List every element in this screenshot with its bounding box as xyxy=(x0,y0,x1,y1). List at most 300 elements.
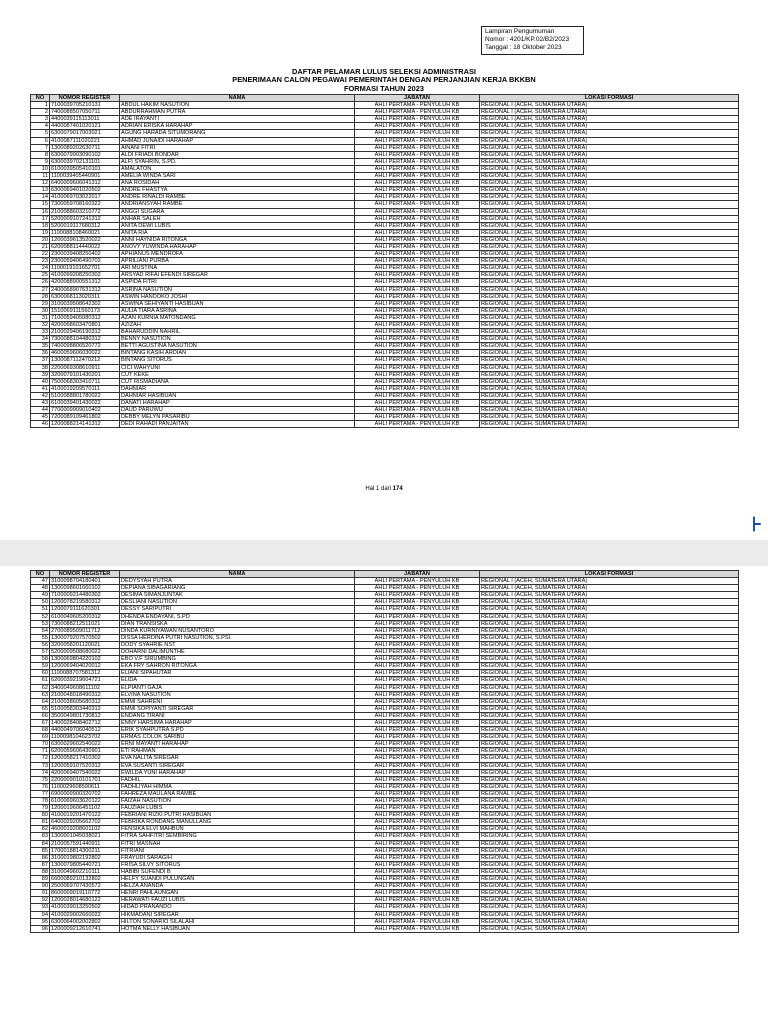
col-header-lokasi: LOKASI FORMASI xyxy=(480,95,739,102)
lokasi-cell: REGIONAL I (ACEH, SUMATERA UTARA) xyxy=(480,314,739,321)
jabatan-cell: AHLI PERTAMA - PENYULUH KB xyxy=(355,258,480,265)
applicant-name: CICI WAHYUNI xyxy=(120,364,355,371)
jabatan-cell: AHLI PERTAMA - PENYULUH KB xyxy=(355,712,480,719)
table-row xyxy=(31,677,739,684)
row-number: 87 xyxy=(31,861,50,868)
lokasi-cell: REGIONAL I (ACEH, SUMATERA UTARA) xyxy=(480,833,739,840)
register-number: 6400029205662702 xyxy=(50,819,120,826)
register-number: 1200039613520022 xyxy=(50,236,120,243)
lokasi-cell: REGIONAL I (ACEH, SUMATERA UTARA) xyxy=(480,620,739,627)
register-number: 4200088900551312 xyxy=(50,279,120,286)
jabatan-cell: AHLI PERTAMA - PENYULUH KB xyxy=(355,861,480,868)
row-number: 9 xyxy=(31,158,50,165)
lokasi-cell: REGIONAL I (ACEH, SUMATERA UTARA) xyxy=(480,272,739,279)
applicant-name: FEBRIANI RIZKI PUTRI HASIBUAN xyxy=(120,812,355,819)
table-row xyxy=(31,762,739,769)
row-number: 13 xyxy=(31,187,50,194)
applicant-name: BAHARUDDIN NAHRIL xyxy=(120,329,355,336)
register-number: 2200009010101701 xyxy=(50,776,120,783)
jabatan-cell: AHLI PERTAMA - PENYULUH KB xyxy=(355,606,480,613)
jabatan-cell: AHLI PERTAMA - PENYULUH KB xyxy=(355,102,480,109)
announcement-reference-box xyxy=(481,26,584,55)
register-number: 2300059406490702 xyxy=(50,258,120,265)
tanggal-line: Tanggal : 18 Oktober 2023 xyxy=(485,44,562,52)
row-number: 78 xyxy=(31,798,50,805)
register-number: 2400068907631312 xyxy=(50,286,120,293)
applicant-name: CUT KEKE xyxy=(120,371,355,378)
register-number: 5200009107241312 xyxy=(50,215,120,222)
table-body-page-2 xyxy=(31,578,739,933)
register-number: 5200009508680022 xyxy=(50,649,120,656)
row-number: 4 xyxy=(31,123,50,130)
applicant-name: ANGGI SUGARA xyxy=(120,208,355,215)
table-row xyxy=(31,378,739,385)
jabatan-cell: AHLI PERTAMA - PENYULUH KB xyxy=(355,663,480,670)
row-number: 84 xyxy=(31,840,50,847)
jabatan-cell: AHLI PERTAMA - PENYULUH KB xyxy=(355,187,480,194)
register-number: 7200089109461802 xyxy=(50,414,120,421)
applicant-name: FENSIKA ELVI MAHBUN xyxy=(120,826,355,833)
register-number: 6100039401430022 xyxy=(50,400,120,407)
row-number: 65 xyxy=(31,705,50,712)
lokasi-cell: REGIONAL I (ACEH, SUMATERA UTARA) xyxy=(480,868,739,875)
jabatan-cell: AHLI PERTAMA - PENYULUH KB xyxy=(355,279,480,286)
page-indicator-text: Hal 1 dari xyxy=(365,486,393,492)
table-row xyxy=(31,265,739,272)
register-number: 1100088707581312 xyxy=(50,670,120,677)
table-row xyxy=(31,329,739,336)
applicant-name: BINTANG SITORUS xyxy=(120,357,355,364)
table-row xyxy=(31,649,739,656)
row-number: 10 xyxy=(31,165,50,172)
jabatan-cell: AHLI PERTAMA - PENYULUH KB xyxy=(355,627,480,634)
jabatan-cell: AHLI PERTAMA - PENYULUH KB xyxy=(355,130,480,137)
jabatan-cell: AHLI PERTAMA - PENYULUH KB xyxy=(355,620,480,627)
register-number: 1200028014680122 xyxy=(50,897,120,904)
register-number: 4100039013250502 xyxy=(50,904,120,911)
document-title xyxy=(0,68,768,93)
applicant-name: ASRINA NASUTION xyxy=(120,286,355,293)
lokasi-cell: REGIONAL I (ACEH, SUMATERA UTARA) xyxy=(480,918,739,925)
table-row xyxy=(31,599,739,606)
table-row xyxy=(31,173,739,180)
row-number: 81 xyxy=(31,819,50,826)
applicant-name: FAUZIAH LUBIS xyxy=(120,805,355,812)
row-number: 32 xyxy=(31,322,50,329)
table-row xyxy=(31,847,739,854)
row-number: 16 xyxy=(31,208,50,215)
jabatan-cell: AHLI PERTAMA - PENYULUH KB xyxy=(355,805,480,812)
lokasi-cell: REGIONAL I (ACEH, SUMATERA UTARA) xyxy=(480,890,739,897)
jabatan-cell: AHLI PERTAMA - PENYULUH KB xyxy=(355,854,480,861)
row-number: 22 xyxy=(31,251,50,258)
register-number: 1200009212610741 xyxy=(50,925,120,932)
row-number: 20 xyxy=(31,236,50,243)
applicant-name: DAUD PARUWU xyxy=(120,407,355,414)
jabatan-cell: AHLI PERTAMA - PENYULUH KB xyxy=(355,578,480,585)
table-row xyxy=(31,236,739,243)
register-number: 6200059606430901 xyxy=(50,748,120,755)
applicant-name: ANHAR SALEH xyxy=(120,215,355,222)
applicant-name: FITRIANI xyxy=(120,847,355,854)
lokasi-cell: REGIONAL I (ACEH, SUMATERA UTARA) xyxy=(480,130,739,137)
lokasi-cell: REGIONAL I (ACEH, SUMATERA UTARA) xyxy=(480,180,739,187)
applicant-name: ERNI MAYANTI HARAHAP xyxy=(120,741,355,748)
applicant-name: DESIMA SIMANJUNTAK xyxy=(120,592,355,599)
row-number: 23 xyxy=(31,258,50,265)
row-number: 34 xyxy=(31,336,50,343)
table-row xyxy=(31,911,739,918)
table-row xyxy=(31,123,739,130)
table-row xyxy=(31,748,739,755)
jabatan-cell: AHLI PERTAMA - PENYULUH KB xyxy=(355,109,480,116)
jabatan-cell: AHLI PERTAMA - PENYULUH KB xyxy=(355,705,480,712)
table-row xyxy=(31,307,739,314)
register-number: 2100038605680312 xyxy=(50,698,120,705)
register-number: 6600089210132802 xyxy=(50,876,120,883)
applicant-name: BETTI AGUSTINA NASUTION xyxy=(120,343,355,350)
table-body-page-1 xyxy=(31,102,739,428)
lokasi-cell: REGIONAL I (ACEH, SUMATERA UTARA) xyxy=(480,663,739,670)
register-number: 7100009214480302 xyxy=(50,592,120,599)
row-number: 46 xyxy=(31,421,50,428)
jabatan-cell: AHLI PERTAMA - PENYULUH KB xyxy=(355,265,480,272)
lokasi-cell: REGIONAL I (ACEH, SUMATERA UTARA) xyxy=(480,286,739,293)
table-header-row xyxy=(31,95,739,102)
table-row xyxy=(31,194,739,201)
row-number: 35 xyxy=(31,343,50,350)
lokasi-cell: REGIONAL I (ACEH, SUMATERA UTARA) xyxy=(480,343,739,350)
lokasi-cell: REGIONAL I (ACEH, SUMATERA UTARA) xyxy=(480,798,739,805)
jabatan-cell: AHLI PERTAMA - PENYULUH KB xyxy=(355,350,480,357)
register-number: 6100069603620122 xyxy=(50,798,120,805)
lokasi-cell: REGIONAL I (ACEH, SUMATERA UTARA) xyxy=(480,677,739,684)
register-number: 3100049602210111 xyxy=(50,868,120,875)
lokasi-cell: REGIONAL I (ACEH, SUMATERA UTARA) xyxy=(480,783,739,790)
row-number: 58 xyxy=(31,656,50,663)
table-row xyxy=(31,350,739,357)
jabatan-cell: AHLI PERTAMA - PENYULUH KB xyxy=(355,840,480,847)
applicant-name: FRISA SILVY SITORUS xyxy=(120,861,355,868)
applicant-name: HOTMA NELLY HASIBUAN xyxy=(120,925,355,932)
applicant-name: EMMI SAHRENI xyxy=(120,698,355,705)
lokasi-cell: REGIONAL I (ACEH, SUMATERA UTARA) xyxy=(480,307,739,314)
row-number: 52 xyxy=(31,613,50,620)
lokasi-cell: REGIONAL I (ACEH, SUMATERA UTARA) xyxy=(480,109,739,116)
table-row xyxy=(31,336,739,343)
register-number: 1100088108460021 xyxy=(50,229,120,236)
viewer-edge-icon: ⊦ xyxy=(751,514,762,536)
lokasi-cell: REGIONAL I (ACEH, SUMATERA UTARA) xyxy=(480,123,739,130)
jabatan-cell: AHLI PERTAMA - PENYULUH KB xyxy=(355,322,480,329)
jabatan-cell: AHLI PERTAMA - PENYULUH KB xyxy=(355,599,480,606)
applicant-name: ARI MUSTINA xyxy=(120,265,355,272)
register-number: 2100088603210772 xyxy=(50,208,120,215)
row-number: 51 xyxy=(31,606,50,613)
jabatan-cell: AHLI PERTAMA - PENYULUH KB xyxy=(355,378,480,385)
jabatan-cell: AHLI PERTAMA - PENYULUH KB xyxy=(355,883,480,890)
page-separator xyxy=(0,540,768,566)
register-number: 3200058201120021 xyxy=(50,641,120,648)
nomor-line: Nomor : 4201/KP.02/B2/2023 xyxy=(485,36,570,44)
jabatan-cell: AHLI PERTAMA - PENYULUH KB xyxy=(355,592,480,599)
applicant-table-page-2 xyxy=(30,570,739,933)
lokasi-cell: REGIONAL I (ACEH, SUMATERA UTARA) xyxy=(480,776,739,783)
lokasi-cell: REGIONAL I (ACEH, SUMATERA UTARA) xyxy=(480,805,739,812)
jabatan-cell: AHLI PERTAMA - PENYULUH KB xyxy=(355,748,480,755)
register-number: 1300069804220102 xyxy=(50,656,120,663)
applicant-name: HIDAD PRANANDO xyxy=(120,904,355,911)
lokasi-cell: REGIONAL I (ACEH, SUMATERA UTARA) xyxy=(480,293,739,300)
lokasi-cell: REGIONAL I (ACEH, SUMATERA UTARA) xyxy=(480,748,739,755)
table-row xyxy=(31,641,739,648)
table-row xyxy=(31,293,739,300)
row-number: 11 xyxy=(31,173,50,180)
register-number: 5200019117680312 xyxy=(50,222,120,229)
applicant-name: ABDURRAHMAN PUTRA xyxy=(120,109,355,116)
row-number: 43 xyxy=(31,400,50,407)
table-row xyxy=(31,918,739,925)
register-number: 7300088212511021 xyxy=(50,620,120,627)
title-line-3: FORMASI TAHUN 2023 xyxy=(344,83,424,93)
row-number: 57 xyxy=(31,649,50,656)
applicant-name: FITRI MASNAH xyxy=(120,840,355,847)
lokasi-cell: REGIONAL I (ACEH, SUMATERA UTARA) xyxy=(480,400,739,407)
lokasi-cell: REGIONAL I (ACEH, SUMATERA UTARA) xyxy=(480,904,739,911)
register-number: 5100088801780022 xyxy=(50,392,120,399)
table-row xyxy=(31,812,739,819)
row-number: 48 xyxy=(31,585,50,592)
jabatan-cell: AHLI PERTAMA - PENYULUH KB xyxy=(355,158,480,165)
jabatan-cell: AHLI PERTAMA - PENYULUH KB xyxy=(355,890,480,897)
lokasi-cell: REGIONAL I (ACEH, SUMATERA UTARA) xyxy=(480,585,739,592)
table-row xyxy=(31,272,739,279)
applicant-name: ASWINA SEHIYANTI HASIBUAN xyxy=(120,300,355,307)
applicant-name: BINTANG KASIH ARDIAN xyxy=(120,350,355,357)
register-number: 1200079111620301 xyxy=(50,606,120,613)
table-row xyxy=(31,392,739,399)
register-number: 4600059606030022 xyxy=(50,350,120,357)
register-number: 1200059107520312 xyxy=(50,762,120,769)
applicant-name: EVA NALITA SIREGAR xyxy=(120,755,355,762)
lokasi-cell: REGIONAL I (ACEH, SUMATERA UTARA) xyxy=(480,407,739,414)
table-row xyxy=(31,229,739,236)
lokasi-cell: REGIONAL I (ACEH, SUMATERA UTARA) xyxy=(480,265,739,272)
lokasi-cell: REGIONAL I (ACEH, SUMATERA UTARA) xyxy=(480,102,739,109)
row-number: 54 xyxy=(31,627,50,634)
row-number: 96 xyxy=(31,925,50,932)
jabatan-cell: AHLI PERTAMA - PENYULUH KB xyxy=(355,343,480,350)
lokasi-cell: REGIONAL I (ACEH, SUMATERA UTARA) xyxy=(480,755,739,762)
jabatan-cell: AHLI PERTAMA - PENYULUH KB xyxy=(355,670,480,677)
applicant-name: DEDI RAHADI PANJAITAN xyxy=(120,421,355,428)
row-number: 19 xyxy=(31,229,50,236)
register-number: 6300079017003021 xyxy=(50,130,120,137)
applicant-name: ARSYAD RIFAI EFENDI SIREGAR xyxy=(120,272,355,279)
table-row xyxy=(31,634,739,641)
applicant-name: ABDUL HAKIM NASUTION xyxy=(120,102,355,109)
row-number: 49 xyxy=(31,592,50,599)
document-page-2 xyxy=(0,566,768,1024)
jabatan-cell: AHLI PERTAMA - PENYULUH KB xyxy=(355,364,480,371)
register-number: 1300098601660102 xyxy=(50,585,120,592)
total-pages: 174 xyxy=(392,486,403,492)
jabatan-cell: AHLI PERTAMA - PENYULUH KB xyxy=(355,151,480,158)
applicant-name: DEBBY MELYN PASARIBU xyxy=(120,414,355,421)
jabatan-cell: AHLI PERTAMA - PENYULUH KB xyxy=(355,208,480,215)
lokasi-cell: REGIONAL I (ACEH, SUMATERA UTARA) xyxy=(480,762,739,769)
table-row xyxy=(31,407,739,414)
jabatan-cell: AHLI PERTAMA - PENYULUH KB xyxy=(355,656,480,663)
lokasi-cell: REGIONAL I (ACEH, SUMATERA UTARA) xyxy=(480,300,739,307)
table-row xyxy=(31,144,739,151)
row-number: 18 xyxy=(31,222,50,229)
table-row xyxy=(31,691,739,698)
row-number: 50 xyxy=(31,599,50,606)
lokasi-cell: REGIONAL I (ACEH, SUMATERA UTARA) xyxy=(480,897,739,904)
table-row xyxy=(31,826,739,833)
jabatan-cell: AHLI PERTAMA - PENYULUH KB xyxy=(355,698,480,705)
lokasi-cell: REGIONAL I (ACEH, SUMATERA UTARA) xyxy=(480,741,739,748)
register-number: 4100019201470122 xyxy=(50,812,120,819)
jabatan-cell: AHLI PERTAMA - PENYULUH KB xyxy=(355,904,480,911)
jabatan-cell: AHLI PERTAMA - PENYULUH KB xyxy=(355,812,480,819)
applicant-name: DESSY SARIPUTRI xyxy=(120,606,355,613)
register-number: 3100098704180401 xyxy=(50,578,120,585)
lokasi-cell: REGIONAL I (ACEH, SUMATERA UTARA) xyxy=(480,144,739,151)
applicant-name: HILTON SONARIO SILALAHI xyxy=(120,918,355,925)
lokasi-cell: REGIONAL I (ACEH, SUMATERA UTARA) xyxy=(480,769,739,776)
lokasi-cell: REGIONAL I (ACEH, SUMATERA UTARA) xyxy=(480,350,739,357)
row-number: 90 xyxy=(31,883,50,890)
lokasi-cell: REGIONAL I (ACEH, SUMATERA UTARA) xyxy=(480,173,739,180)
register-number: 6300068113020311 xyxy=(50,293,120,300)
row-number: 92 xyxy=(31,897,50,904)
register-number: 7300088104480312 xyxy=(50,336,120,343)
table-row xyxy=(31,790,739,797)
table-row xyxy=(31,165,739,172)
row-number: 55 xyxy=(31,634,50,641)
applicant-name: ANITA DEWI LUBIS xyxy=(120,222,355,229)
row-number: 63 xyxy=(31,691,50,698)
row-number: 59 xyxy=(31,663,50,670)
lokasi-cell: REGIONAL I (ACEH, SUMATERA UTARA) xyxy=(480,151,739,158)
row-number: 64 xyxy=(31,698,50,705)
applicant-name: APRILIANI PURBA xyxy=(120,258,355,265)
register-number: 2500069707430572 xyxy=(50,883,120,890)
applicant-name: FAIZAH NASUTION xyxy=(120,798,355,805)
lokasi-cell: REGIONAL I (ACEH, SUMATERA UTARA) xyxy=(480,613,739,620)
title-line-2: PENERIMAAN CALON PEGAWAI PEMERINTAH DENGAN PERJANJIAN KERJA BKKBN xyxy=(232,75,536,85)
table-row xyxy=(31,243,739,250)
jabatan-cell: AHLI PERTAMA - PENYULUH KB xyxy=(355,243,480,250)
jabatan-cell: AHLI PERTAMA - PENYULUH KB xyxy=(355,385,480,392)
row-number: 83 xyxy=(31,833,50,840)
register-number: 3200079101430201 xyxy=(50,371,120,378)
applicant-name: ELPIANTI GAJA xyxy=(120,684,355,691)
row-number: 89 xyxy=(31,876,50,883)
row-number: 26 xyxy=(31,279,50,286)
lokasi-cell: REGIONAL I (ACEH, SUMATERA UTARA) xyxy=(480,684,739,691)
table-row xyxy=(31,137,739,144)
table-row xyxy=(31,116,739,123)
jabatan-cell: AHLI PERTAMA - PENYULUH KB xyxy=(355,918,480,925)
lokasi-cell: REGIONAL I (ACEH, SUMATERA UTARA) xyxy=(480,861,739,868)
col-header-register: NOMOR REGISTER xyxy=(50,571,120,578)
table-row xyxy=(31,727,739,734)
lokasi-cell: REGIONAL I (ACEH, SUMATERA UTARA) xyxy=(480,790,739,797)
applicant-name: ERIK SYAHPUTRA S.PD xyxy=(120,727,355,734)
register-number: 4200069407540022 xyxy=(50,769,120,776)
applicant-name: EKA FRY SAHRON RITONGA xyxy=(120,663,355,670)
lokasi-cell: REGIONAL I (ACEH, SUMATERA UTARA) xyxy=(480,634,739,641)
lokasi-cell: REGIONAL I (ACEH, SUMATERA UTARA) xyxy=(480,641,739,648)
jabatan-cell: AHLI PERTAMA - PENYULUH KB xyxy=(355,613,480,620)
table-row xyxy=(31,130,739,137)
register-number: 7100039705210131 xyxy=(50,102,120,109)
applicant-name: ELIDA xyxy=(120,677,355,684)
register-number: 6100039505410101 xyxy=(50,165,120,172)
jabatan-cell: AHLI PERTAMA - PENYULUH KB xyxy=(355,251,480,258)
applicant-name: APHIANUS MENDROFA xyxy=(120,251,355,258)
applicant-name: FEBRIKA RONDANG MANULLANG xyxy=(120,819,355,826)
register-number: 1300001045038021 xyxy=(50,833,120,840)
jabatan-cell: AHLI PERTAMA - PENYULUH KB xyxy=(355,897,480,904)
row-number: 45 xyxy=(31,414,50,421)
applicant-name: DANATI HARAHAP xyxy=(120,400,355,407)
lokasi-cell: REGIONAL I (ACEH, SUMATERA UTARA) xyxy=(480,116,739,123)
applicant-name: AZIZAH xyxy=(120,322,355,329)
row-number: 7 xyxy=(31,144,50,151)
lokasi-cell: REGIONAL I (ACEH, SUMATERA UTARA) xyxy=(480,392,739,399)
register-number: 4600019208601102 xyxy=(50,826,120,833)
register-number: 6300029602540022 xyxy=(50,741,120,748)
table-row xyxy=(31,755,739,762)
jabatan-cell: AHLI PERTAMA - PENYULUH KB xyxy=(355,314,480,321)
register-number: 1200019606451102 xyxy=(50,805,120,812)
table-row xyxy=(31,187,739,194)
applicant-name: FADHLIYAH HIMMA xyxy=(120,783,355,790)
row-number: 30 xyxy=(31,307,50,314)
row-number: 76 xyxy=(31,783,50,790)
table-row xyxy=(31,180,739,187)
lokasi-cell: REGIONAL I (ACEH, SUMATERA UTARA) xyxy=(480,606,739,613)
register-number: 7100059405080312 xyxy=(50,314,120,321)
table-row xyxy=(31,343,739,350)
register-number: 7700009909010402 xyxy=(50,407,120,414)
table-row xyxy=(31,925,739,932)
row-number: 8 xyxy=(31,151,50,158)
lokasi-cell: REGIONAL I (ACEH, SUMATERA UTARA) xyxy=(480,336,739,343)
lokasi-cell: REGIONAL I (ACEH, SUMATERA UTARA) xyxy=(480,222,739,229)
lokasi-cell: REGIONAL I (ACEH, SUMATERA UTARA) xyxy=(480,656,739,663)
applicant-name: ANDRE RINALDI RAMBE xyxy=(120,194,355,201)
applicant-name: DOHARNI DALIMUNTHE xyxy=(120,649,355,656)
jabatan-cell: AHLI PERTAMA - PENYULUH KB xyxy=(355,371,480,378)
lokasi-cell: REGIONAL I (ACEH, SUMATERA UTARA) xyxy=(480,236,739,243)
lokasi-cell: REGIONAL I (ACEH, SUMATERA UTARA) xyxy=(480,627,739,634)
table-row xyxy=(31,314,739,321)
row-number: 17 xyxy=(31,215,50,222)
table-row xyxy=(31,868,739,875)
table-row xyxy=(31,222,739,229)
table-row xyxy=(31,606,739,613)
table-row xyxy=(31,322,739,329)
applicant-name: ASWIN HANDOKO JOSHI xyxy=(120,293,355,300)
table-row xyxy=(31,151,739,158)
lokasi-cell: REGIONAL I (ACEH, SUMATERA UTARA) xyxy=(480,414,739,421)
register-number: 1700018814300211 xyxy=(50,847,120,854)
